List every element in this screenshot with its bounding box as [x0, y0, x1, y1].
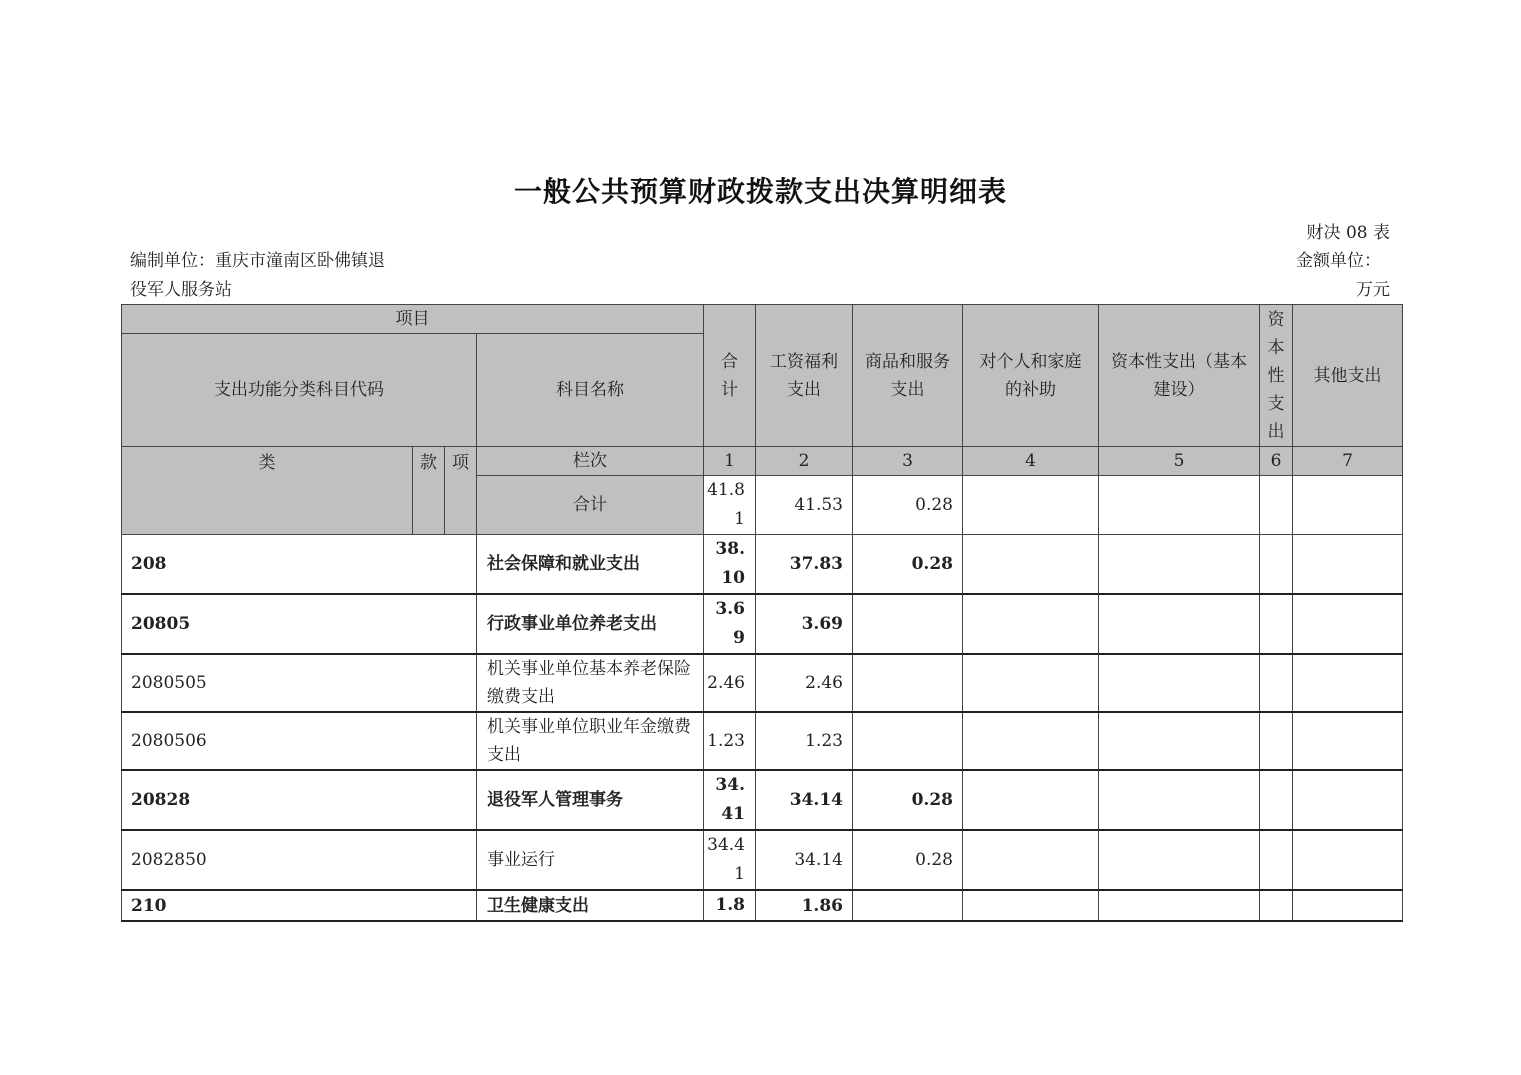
row-subsidy — [963, 594, 1099, 654]
row-other — [1293, 830, 1403, 890]
sum-salary: 41.53 — [756, 476, 853, 535]
row-capital — [1260, 712, 1293, 770]
row-code: 20805 — [122, 594, 477, 654]
row-subsidy — [963, 712, 1099, 770]
org-name-line1: 编制单位：重庆市潼南区卧佛镇退 — [130, 251, 385, 271]
amount-unit-value: 万元 — [1356, 280, 1390, 300]
col-num-3: 3 — [853, 447, 963, 476]
col-num-5: 5 — [1099, 447, 1260, 476]
row-code: 208 — [122, 535, 477, 595]
header-kuan: 款 — [413, 447, 445, 535]
header-sum-label: 合计 — [477, 476, 704, 535]
row-total: 2.46 — [704, 654, 756, 712]
row-capital-base — [1099, 830, 1260, 890]
row-goods: 0.28 — [853, 830, 963, 890]
table-row — [122, 594, 1403, 654]
row-subsidy — [963, 535, 1099, 595]
col-num-7: 7 — [1293, 447, 1403, 476]
row-goods: 0.28 — [853, 770, 963, 830]
row-other — [1293, 594, 1403, 654]
row-goods — [853, 712, 963, 770]
row-salary: 1.23 — [756, 712, 853, 770]
table-row — [122, 890, 1403, 921]
row-subsidy — [963, 890, 1099, 921]
header-goods-services: 商品和服务支出 — [853, 305, 963, 447]
table-row — [122, 535, 1403, 595]
row-code: 2080506 — [122, 712, 477, 770]
row-subject-name: 事业运行 — [477, 830, 704, 890]
header-item: 项目 — [122, 305, 704, 334]
table-row — [122, 654, 1403, 712]
row-code: 210 — [122, 890, 477, 921]
sum-goods: 0.28 — [853, 476, 963, 535]
row-other — [1293, 770, 1403, 830]
row-other — [1293, 654, 1403, 712]
row-capital-base — [1099, 712, 1260, 770]
row-capital — [1260, 770, 1293, 830]
row-capital — [1260, 890, 1293, 921]
sum-subsidy — [963, 476, 1099, 535]
row-salary: 34.14 — [756, 770, 853, 830]
sum-capital-base — [1099, 476, 1260, 535]
header-other: 其他支出 — [1293, 305, 1403, 447]
header-subsidy: 对个人和家庭的补助 — [963, 305, 1099, 447]
row-subject-name: 退役军人管理事务 — [477, 770, 704, 830]
page-title: 一般公共预算财政拨款支出决算明细表 — [513, 175, 1007, 208]
row-total: 3.69 — [704, 594, 756, 654]
row-other — [1293, 712, 1403, 770]
row-total: 34.41 — [704, 830, 756, 890]
row-salary: 3.69 — [756, 594, 853, 654]
header-salary: 工资福利支出 — [756, 305, 853, 447]
row-goods — [853, 654, 963, 712]
row-code: 2082850 — [122, 830, 477, 890]
row-total: 1.23 — [704, 712, 756, 770]
row-code: 2080505 — [122, 654, 477, 712]
row-capital-base — [1099, 770, 1260, 830]
row-subject-name: 卫生健康支出 — [477, 890, 704, 921]
header-xiang: 项 — [445, 447, 477, 535]
table-row — [122, 770, 1403, 830]
header-column-no: 栏次 — [477, 447, 704, 476]
row-capital — [1260, 594, 1293, 654]
header-capital: 资本性支出 — [1260, 305, 1293, 447]
row-capital-base — [1099, 594, 1260, 654]
row-salary: 34.14 — [756, 830, 853, 890]
sum-capital — [1260, 476, 1293, 535]
col-num-1: 1 — [704, 447, 756, 476]
col-num-2: 2 — [756, 447, 853, 476]
row-salary: 37.83 — [756, 535, 853, 595]
header-total: 合计 — [704, 305, 756, 447]
row-salary: 2.46 — [756, 654, 853, 712]
row-other — [1293, 535, 1403, 595]
row-capital — [1260, 535, 1293, 595]
row-other — [1293, 890, 1403, 921]
org-name-line2: 役军人服务站 — [130, 280, 232, 300]
header-subject-name: 科目名称 — [477, 334, 704, 447]
header-capital-base: 资本性支出（基本建设） — [1099, 305, 1260, 447]
row-capital-base — [1099, 654, 1260, 712]
col-num-6: 6 — [1260, 447, 1293, 476]
row-total: 34.41 — [704, 770, 756, 830]
table-row — [122, 712, 1403, 770]
row-capital — [1260, 830, 1293, 890]
row-capital — [1260, 654, 1293, 712]
row-total: 38.10 — [704, 535, 756, 595]
row-goods — [853, 890, 963, 921]
row-subsidy — [963, 654, 1099, 712]
row-subject-name: 机关事业单位基本养老保险缴费支出 — [477, 654, 704, 712]
row-capital-base — [1099, 535, 1260, 595]
row-subject-name: 机关事业单位职业年金缴费支出 — [477, 712, 704, 770]
row-goods: 0.28 — [853, 535, 963, 595]
header-func-code: 支出功能分类科目代码 — [122, 334, 477, 447]
row-subject-name: 社会保障和就业支出 — [477, 535, 704, 595]
row-subject-name: 行政事业单位养老支出 — [477, 594, 704, 654]
col-num-4: 4 — [963, 447, 1099, 476]
row-goods — [853, 594, 963, 654]
row-total: 1.8 — [704, 890, 756, 921]
row-subsidy — [963, 770, 1099, 830]
expenditure-table — [121, 304, 1403, 922]
row-capital-base — [1099, 890, 1260, 921]
sum-total: 41.81 — [704, 476, 756, 535]
row-code: 20828 — [122, 770, 477, 830]
row-salary: 1.86 — [756, 890, 853, 921]
amount-unit-label: 金额单位： — [1296, 251, 1381, 271]
table-row — [122, 830, 1403, 890]
form-code: 财决 08 表 — [1306, 223, 1390, 243]
header-lei: 类 — [122, 447, 413, 535]
sum-other — [1293, 476, 1403, 535]
row-subsidy — [963, 830, 1099, 890]
